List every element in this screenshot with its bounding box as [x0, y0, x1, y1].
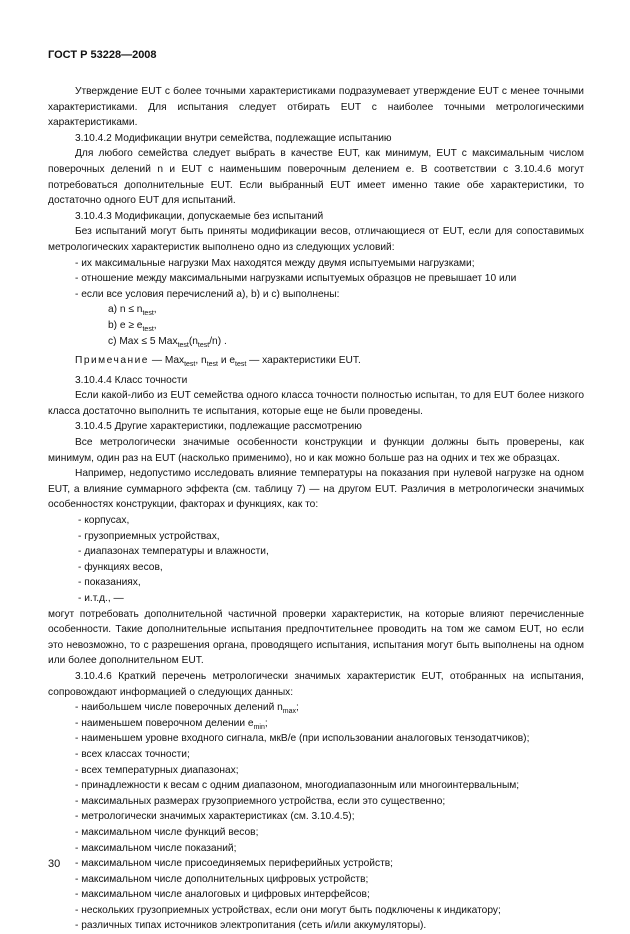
list-item: - наименьшем поверочном делении $e_{min}$; — [75, 717, 268, 731]
note: Примечание — Max$_{test}$, $n_{test}$ и $e_{test}$ — характеристики EUT. — [75, 355, 361, 369]
list-item: - максимальном числе показаний; — [75, 842, 237, 854]
list-item: - и.т.д., — — [78, 593, 124, 604]
condition-c: c) Max ≤ 5 $Max_{test}(n_{test}/n)$ . — [108, 335, 227, 349]
list-item: - метрологически значимых характеристиках (см. 3.10.4.5); — [75, 811, 355, 823]
section-3-10-4-3-text: Без испытаний могут быть приняты модификации весов, отличающиеся от EUT, если для сопоставимых метрологических характеристик выполнено одно из следующих условий: — [48, 226, 584, 253]
list-item: - максимальном числе функций весов; — [75, 826, 259, 838]
list-item: - максимальных размерах грузоприемного устройства, если это существенно; — [75, 795, 446, 807]
section-3-10-4-3-title: 3.10.4.3 Модификации, допускаемые без испытаний — [75, 210, 324, 222]
page-header: ГОСТ Р 53228—2008 — [48, 49, 157, 61]
conditions-list — [48, 256, 584, 303]
list-item: - различных типах источников электропитания (сеть и/или аккумуляторы). — [75, 920, 427, 932]
list-item: - наименьшем уровне входного сигнала, мкВ/e (при использовании аналоговых тензодатчиков); — [75, 733, 530, 745]
section-3-10-4-2-text: Для любого семейства следует выбрать в качестве EUT, как минимум, EUT с максимальным числом поверочных делений n и EUT с наименьшим поверочным делением e. В соответствии с 3.10.4.6 могут потребоваться дополнительные EUT. Если выбранный EUT имеет именно такие обе характеристики, то достаточно одного EUT для испытаний. — [48, 148, 584, 207]
list-item: - всех температурных диапазонах; — [75, 764, 239, 776]
list-item: - если все условия перечислений a), b) и c) выполнены: — [75, 288, 340, 300]
features-list — [48, 513, 584, 607]
condition-b: b) $e \ge e_{test}$, — [108, 319, 157, 333]
section-3-10-4-6-text: 3.10.4.6 Краткий перечень метрологически значимых характеристик EUT, отобранных на испытания, сопровождают информацией о следующих данных: — [48, 670, 584, 698]
list-item: - функциях весов, — [78, 561, 163, 573]
document-body — [48, 84, 584, 934]
list-item: - нескольких грузоприемных устройствах, если они могут быть подключены к индикатору; — [75, 904, 501, 916]
list-item: - максимальном числе присоединяемых периферийных устройств; — [75, 858, 393, 870]
list-item: - принадлежности к весам с одним диапазоном, многодиапазонным или многоинтервальным; — [75, 780, 520, 792]
list-item: - диапазонах температуры и влажности, — [78, 546, 269, 558]
paragraph-intro: Утверждение EUT с более точными характеристиками подразумевает утверждение EUT с менее точными характеристиками. Для испытания следует отбирать EUT с наиболее точными метрологическими характеристиками. — [48, 86, 584, 129]
list-item: - грузоприемных устройствах, — [78, 530, 220, 542]
section-3-10-4-5-text3: могут потребовать дополнительной частичной проверки характеристик, на которые влияют перечисленные особенности. Такие дополнительные испытания предпочтительнее проводить на том же самом EUT, но если это невозможно, то с разрешения органа, проводящего испытания, испытания могут быть выполнены на одном или более дополнительном EUT. — [48, 608, 584, 667]
section-3-10-4-2-title: 3.10.4.2 Модификации внутри семейства, подлежащие испытанию — [75, 132, 392, 144]
section-3-10-4-4-title: 3.10.4.4 Класс точности — [75, 374, 188, 386]
list-item: - отношение между максимальными нагрузками испытуемых образцов не превышает 10 или — [75, 273, 517, 285]
condition-a: a) $n \le n_{test}$, — [108, 304, 157, 318]
list-item: - максимальном числе аналоговых и цифровых интерфейсов; — [75, 889, 370, 901]
list-item: - наибольшем числе поверочных делений $n_{max}$; — [75, 702, 299, 716]
section-3-10-4-4-text: Если какой-либо из EUT семейства одного класса точности полностью испытан, то для EUT более низкого класса достаточно выполнить те испытания, которые еще не были проведены. — [48, 390, 584, 417]
section-3-10-4-5-text2: Например, недопустимо исследовать влияние температуры на показания при нулевой нагрузке на одном EUT, а влияние суммарного эффекта (см. таблицу 7) — на другом EUT. Различия в метрологически значимых особенностях конструкции, факторах и функциях, как то: — [48, 468, 584, 511]
list-item: - корпусах, — [78, 515, 130, 527]
list-item: - максимальном числе дополнительных цифровых устройств; — [75, 873, 369, 885]
list-item: - их максимальные нагрузки Max находятся между двумя испытуемыми нагрузками; — [75, 257, 475, 269]
section-3-10-4-5-text1: Все метрологически значимые особенности конструкции и функции должны быть проверены, как минимум, один раз на EUT (насколько применимо), но и как можно больше раз на одних и тех же образцах. — [48, 437, 584, 464]
characteristics-list — [48, 700, 584, 934]
page-number: 30 — [48, 858, 61, 870]
list-item: - всех классах точности; — [75, 748, 190, 760]
section-3-10-4-5-title: 3.10.4.5 Другие характеристики, подлежащие рассмотрению — [75, 421, 362, 433]
list-item: - показаниях, — [78, 577, 141, 589]
